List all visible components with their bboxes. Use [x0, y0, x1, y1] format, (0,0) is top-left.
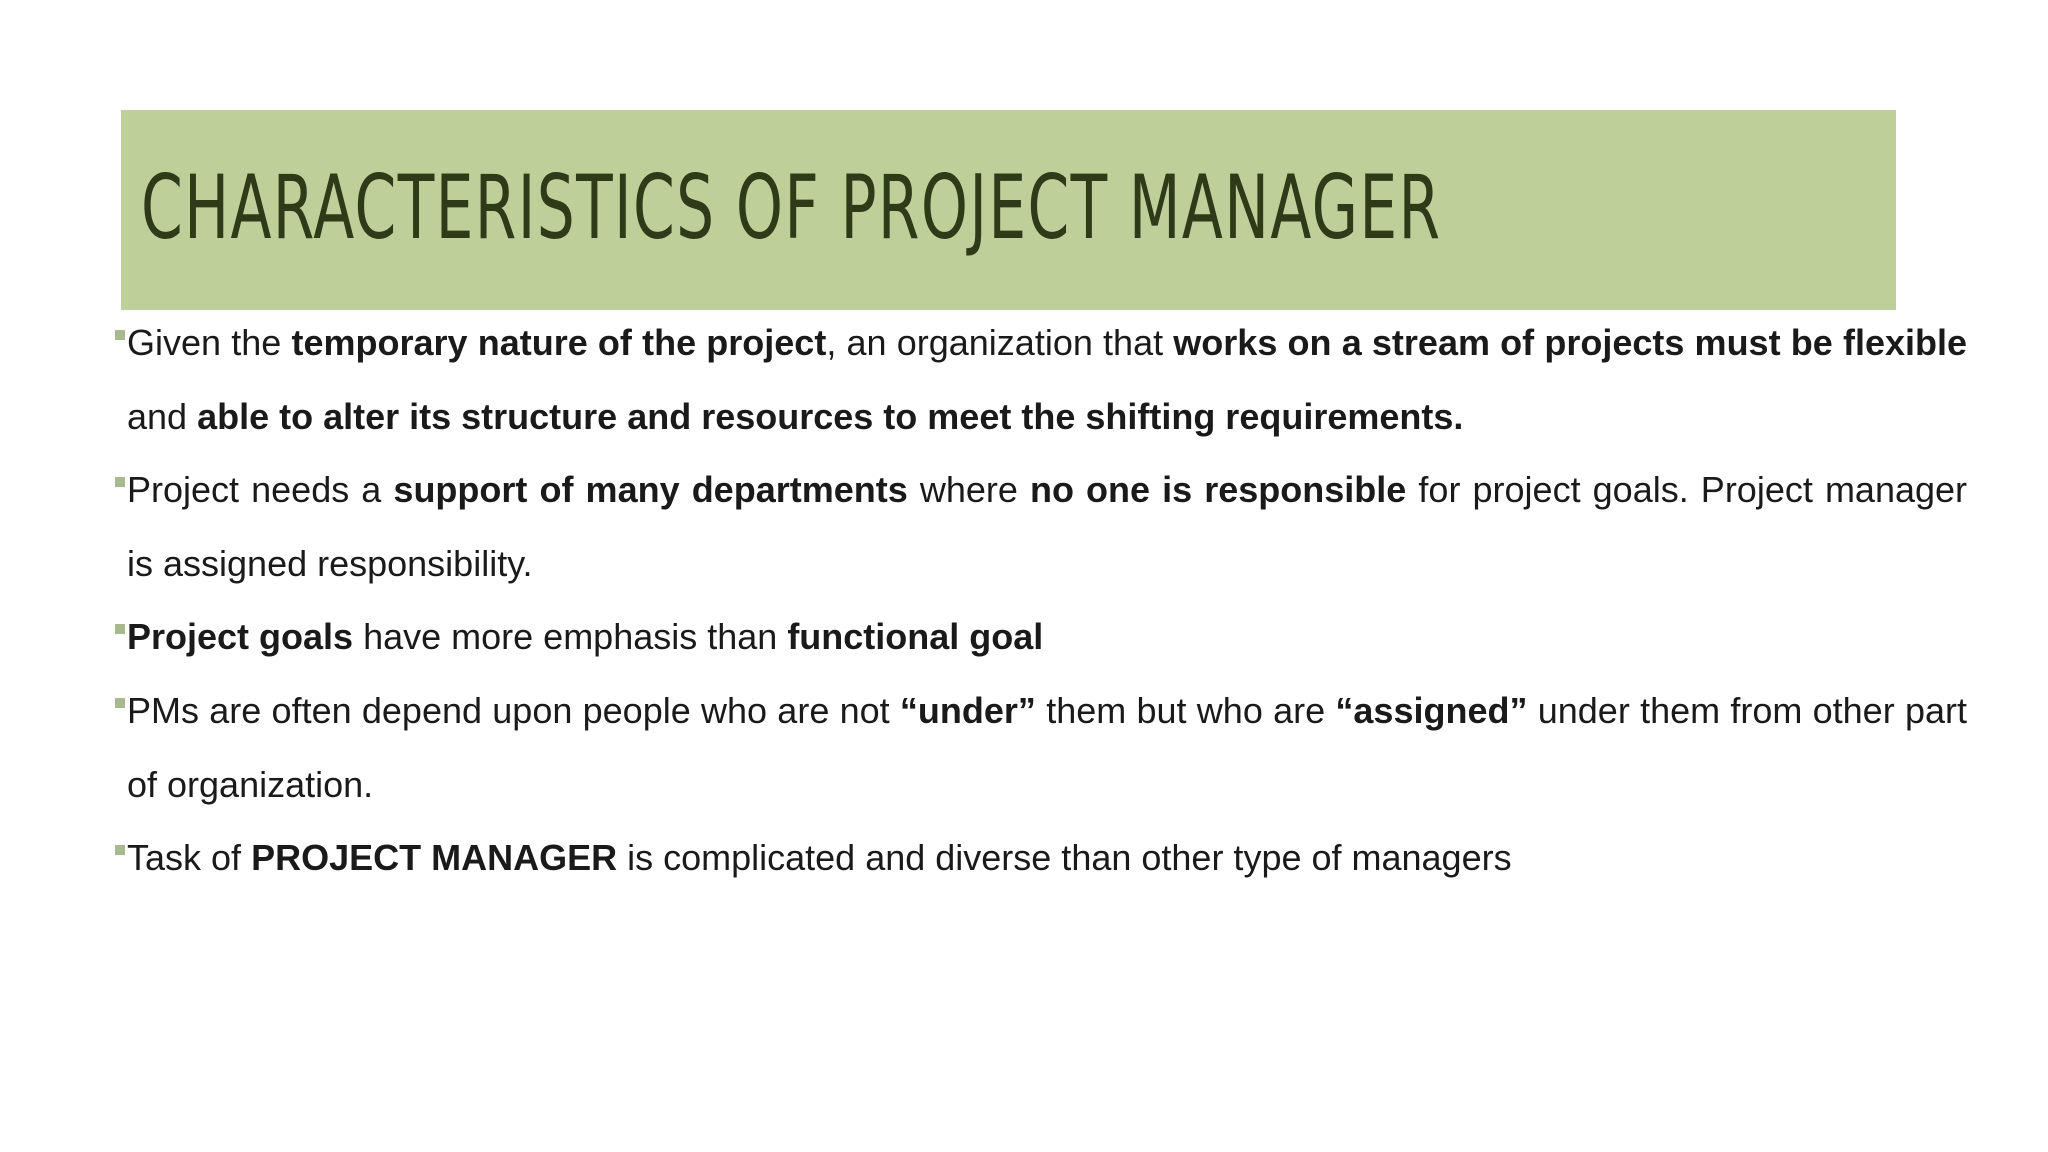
bullet-item: [115, 306, 1967, 453]
text-run: , an organization that: [826, 322, 1174, 363]
bold-text-run: Project goals: [127, 616, 354, 658]
bullet-item: [115, 453, 1967, 600]
text-run: them but who are: [1035, 689, 1336, 731]
bullet-text: [127, 690, 1967, 805]
slide-title: CHARACTERISTICS OF PROJECT MANAGER: [141, 156, 1442, 259]
square-bullet-icon: [115, 624, 125, 634]
square-bullet-icon: [115, 477, 125, 487]
bullet-text: [127, 322, 1967, 437]
bold-text-run: PROJECT MANAGER: [251, 837, 618, 879]
bold-text-run: “assigned”: [1335, 689, 1528, 731]
text-run: Task of: [127, 837, 252, 879]
bold-text-run: no one is responsible: [1029, 469, 1407, 511]
bullet-item: [115, 821, 1967, 895]
text-run: under them from other part of organization.: [127, 689, 1967, 805]
text-run: have more emphasis than: [353, 616, 788, 658]
bold-text-run: works on a stream of projects must be flexible: [1173, 322, 1968, 363]
text-run: Given the: [127, 322, 292, 363]
bold-text-run: “under”: [899, 689, 1036, 731]
bullet-text: [127, 469, 1967, 584]
square-bullet-icon: [115, 845, 125, 855]
bullet-item: [115, 674, 1967, 821]
bullet-list: [115, 306, 1967, 895]
bullet-text: [127, 616, 1043, 657]
bold-text-run: able to alter its structure and resources to meet the shifting requirements.: [197, 395, 1464, 437]
text-run: Project needs a: [127, 469, 394, 511]
bullet-text: [127, 837, 1512, 878]
text-run: PMs are often depend upon people who are not: [127, 689, 900, 731]
square-bullet-icon: [115, 698, 125, 708]
text-run: where: [907, 469, 1030, 511]
text-run: and: [127, 395, 198, 437]
bold-text-run: support of many departments: [393, 469, 908, 511]
bold-text-run: temporary nature of the project: [291, 322, 827, 363]
bullet-item: [115, 600, 1967, 674]
title-banner: [121, 110, 1896, 310]
text-run: for project goals. Project manager is assigned responsibility.: [127, 469, 1968, 584]
text-run: is complicated and diverse than other type of managers: [617, 837, 1512, 879]
bold-text-run: functional goal: [787, 616, 1044, 658]
square-bullet-icon: [115, 330, 125, 340]
